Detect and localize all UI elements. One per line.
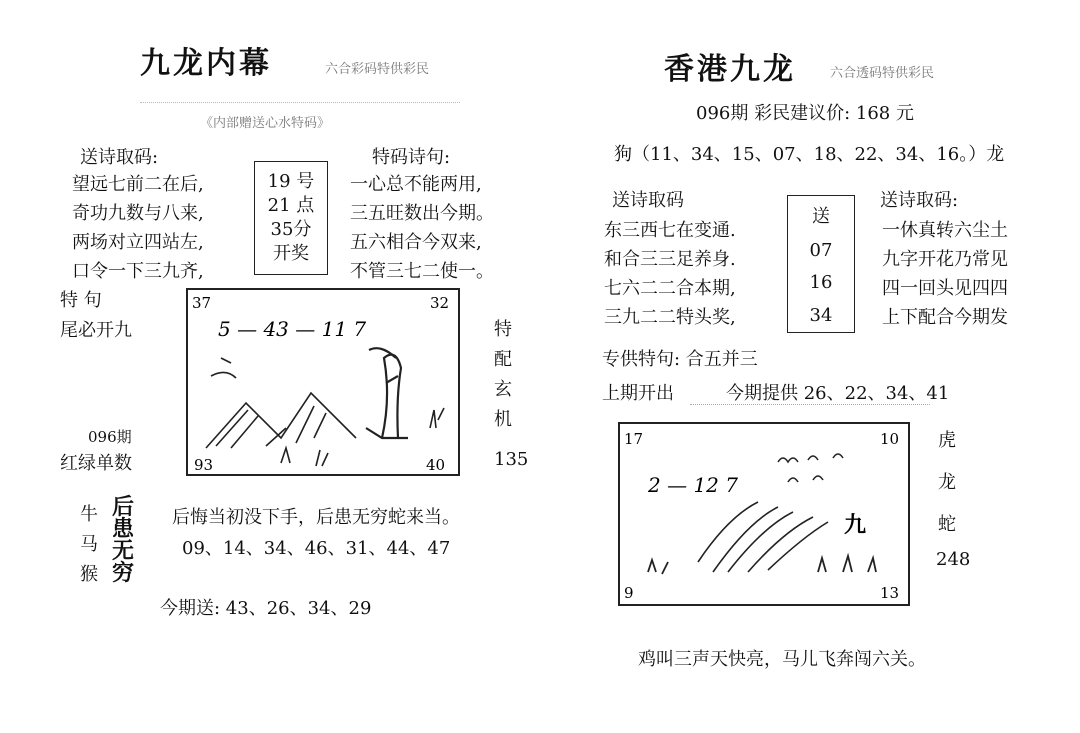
right-poem-line: 上下配合今期发 (882, 307, 1008, 328)
send-label: 送 (812, 205, 830, 227)
sketch-corner-number: 37 (192, 294, 212, 312)
vertical-number: 135 (494, 449, 529, 470)
right-poem-line: 七六二二合本期, (604, 278, 736, 299)
vertical-char: 特 (494, 319, 512, 340)
left-note: 《内部赠送心水特码》 (200, 116, 331, 131)
bottom-poem: 后悔当初没下手，后患无穷蛇来当。 (172, 507, 460, 528)
special-poem-line: 五六相合今双来, (350, 232, 482, 253)
tall-char: 穷 (112, 560, 135, 586)
today-provide: 今期提供 26、22、34、41 (726, 383, 950, 404)
animal-tiger: 虎 (938, 430, 956, 451)
tall-text (112, 496, 134, 584)
tall-char: 无 (112, 538, 135, 564)
tall-char: 后 (112, 494, 135, 520)
left-sketch-picture (186, 288, 464, 478)
number-list: 09、14、34、46、31、44、47 (182, 538, 451, 559)
vertical-char: 玄 (494, 379, 512, 400)
side-number: 248 (936, 549, 971, 570)
animal-list (80, 500, 98, 590)
right-poem-right (882, 216, 1008, 332)
sketch-handwriting: 2 — 12 7 (648, 473, 738, 497)
vertical-char: 机 (494, 409, 512, 430)
sketch-character: 九 (844, 512, 867, 538)
special-poem-line: 一心总不能两用, (350, 174, 482, 195)
left-poem-line: 望远七前二在后, (72, 174, 204, 195)
special-poem-line: 不管三七二使一。 (350, 261, 494, 282)
right-poem-line: 和合三三足养身. (604, 249, 736, 270)
send-number: 34 (809, 305, 833, 327)
left-poem (72, 170, 204, 286)
sketch-corner-number: 40 (426, 456, 446, 474)
right-poem-heading-2: 送诗取码: (880, 190, 959, 211)
draw-date: 19 号 (267, 171, 315, 192)
animal-vertical (938, 420, 956, 546)
vertical-char: 配 (494, 349, 512, 370)
right-poem-line: 东三西七在变通. (604, 220, 736, 241)
tall-char: 患 (112, 516, 135, 542)
draw-minute: 35分 (270, 219, 312, 240)
send-number: 07 (809, 239, 833, 261)
draw-hour: 21 点 (267, 195, 315, 216)
left-period: 096期 (88, 428, 132, 446)
vertical-label (494, 315, 512, 435)
left-subtitle: 六合彩码特供彩民 (325, 62, 430, 77)
sketch-corner-number: 13 (880, 584, 900, 602)
tejv-text: 尾必开九 (60, 320, 132, 341)
left-poem-line: 两场对立四站左, (72, 232, 204, 253)
draw-label: 开奖 (273, 243, 309, 264)
right-sketch-picture (618, 422, 914, 608)
special-line: 专供特句: 合五并三 (602, 349, 758, 370)
red-green-label: 红绿单数 (60, 453, 132, 474)
right-subtitle: 六合透码特供彩民 (830, 66, 935, 81)
special-heading: 特码诗句: (372, 147, 451, 168)
send-number-box (787, 195, 855, 333)
right-poem-left (604, 216, 736, 332)
special-poem-line: 三五旺数出今期。 (350, 203, 494, 224)
animal-horse: 马 (80, 534, 98, 555)
bottom-line: 鸡叫三声天快亮，马儿飞奔闯六关。 (638, 649, 926, 670)
dog-line: 狗（11、34、15、07、18、22、34、16。）龙 (614, 144, 1005, 165)
animal-dragon: 龙 (938, 472, 956, 493)
send-number: 16 (809, 272, 833, 294)
sketch-corner-number: 93 (194, 456, 214, 474)
animal-snake: 蛇 (938, 514, 956, 535)
right-poem-line: 四一回头见四四 (882, 278, 1008, 299)
left-poem-line: 奇功九数与八来, (72, 203, 204, 224)
animal-monkey: 猴 (80, 564, 98, 585)
sketch-corner-number: 10 (880, 430, 900, 448)
sketch-corner-number: 9 (624, 584, 634, 602)
left-dotted-divider (140, 102, 460, 103)
left-poem-heading: 送诗取码: (80, 147, 159, 168)
last-period-label: 上期开出 (602, 383, 674, 404)
right-dotted-divider (690, 404, 930, 405)
right-poem-heading: 送诗取码 (612, 190, 684, 211)
right-poem-line: 三九二二特头奖, (604, 307, 736, 328)
sketch-handwriting: 5 — 43 — 11 7 (218, 317, 367, 341)
right-poem-line: 一休真转六尘土 (882, 220, 1008, 241)
left-title: 九龙内幕 (140, 46, 272, 81)
left-poem-line: 口令一下三九齐, (72, 261, 204, 282)
price-line: 096期 彩民建议价: 168 元 (696, 103, 914, 124)
right-poem-line: 九字开花乃常见 (882, 249, 1008, 270)
special-poem (350, 170, 494, 286)
right-title: 香港九龙 (664, 52, 796, 87)
draw-time-box (254, 161, 328, 275)
tejv-label: 特 句 (60, 290, 102, 311)
animal-ox: 牛 (80, 504, 98, 525)
sketch-corner-number: 32 (430, 294, 450, 312)
sketch-corner-number: 17 (624, 430, 644, 448)
today-send: 今期送: 43、26、34、29 (160, 598, 372, 619)
